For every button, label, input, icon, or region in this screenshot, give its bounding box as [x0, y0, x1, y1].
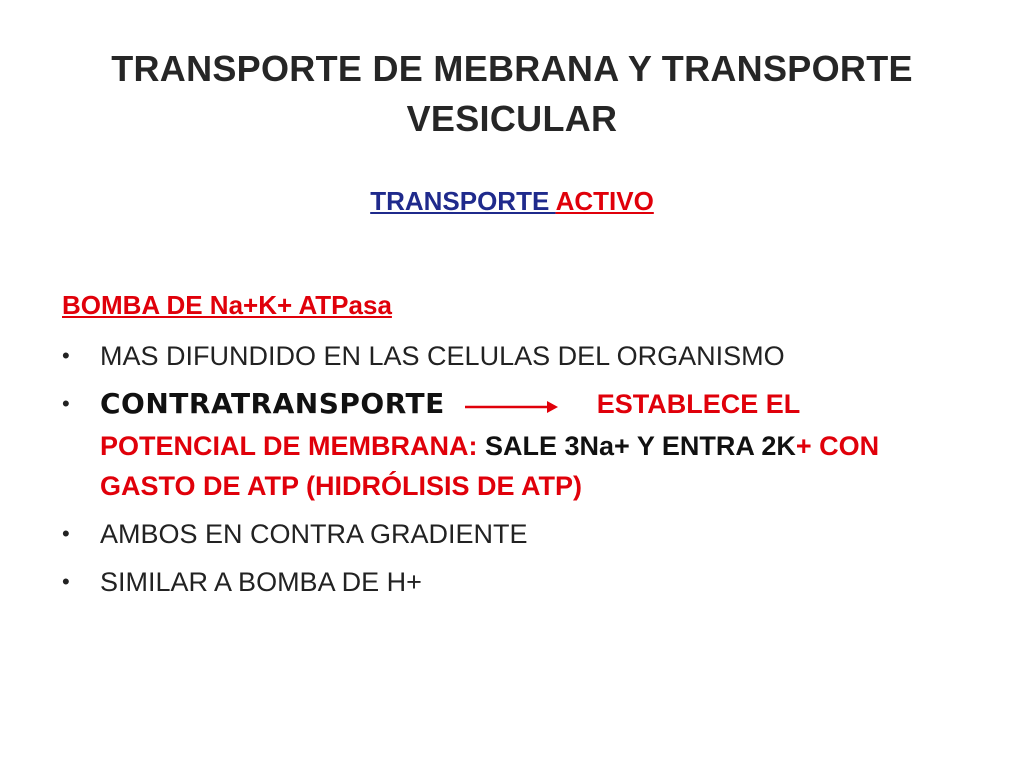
bullet-list [62, 336, 962, 610]
list-item [62, 562, 962, 602]
subtitle-part-transporte: TRANSPORTE [370, 186, 556, 216]
bullet-dot: • [62, 343, 70, 368]
section-heading: BOMBA DE Na+K+ ATPasa [62, 290, 392, 320]
list-item [62, 336, 962, 376]
bullet-text: AMBOS EN CONTRA GRADIENTE [100, 518, 528, 549]
bullet-black-text: SALE 3Na+ Y ENTRA 2K [485, 430, 796, 461]
contratransporte-term: CONTRATRANSPORTE [100, 387, 445, 420]
subtitle-part-activo: ACTIVO [555, 186, 654, 216]
bullet-red-text: ESTABLECE EL POTENCIAL DE MEMBRANA: [100, 389, 800, 461]
bullet-dot: • [62, 520, 70, 546]
right-arrow-icon [463, 386, 559, 426]
bullet-dot: • [62, 568, 70, 594]
list-item [62, 384, 962, 506]
bullet-text: MAS DIFUNDIDO EN LAS CELULAS DEL ORGANISMO [100, 341, 785, 371]
subtitle [0, 184, 1024, 218]
slide-title: TRANSPORTE DE MEBRANA Y TRANSPORTE VESICULAR [111, 48, 913, 139]
bullet-text: SIMILAR A BOMBA DE H+ [100, 566, 422, 597]
bullet-dot: • [62, 391, 70, 416]
bullet-red-plus: + [795, 430, 812, 461]
list-item [62, 514, 962, 554]
bullet-red-text-2: CON GASTO DE ATP (HIDRÓLISIS DE ATP) [100, 430, 880, 501]
